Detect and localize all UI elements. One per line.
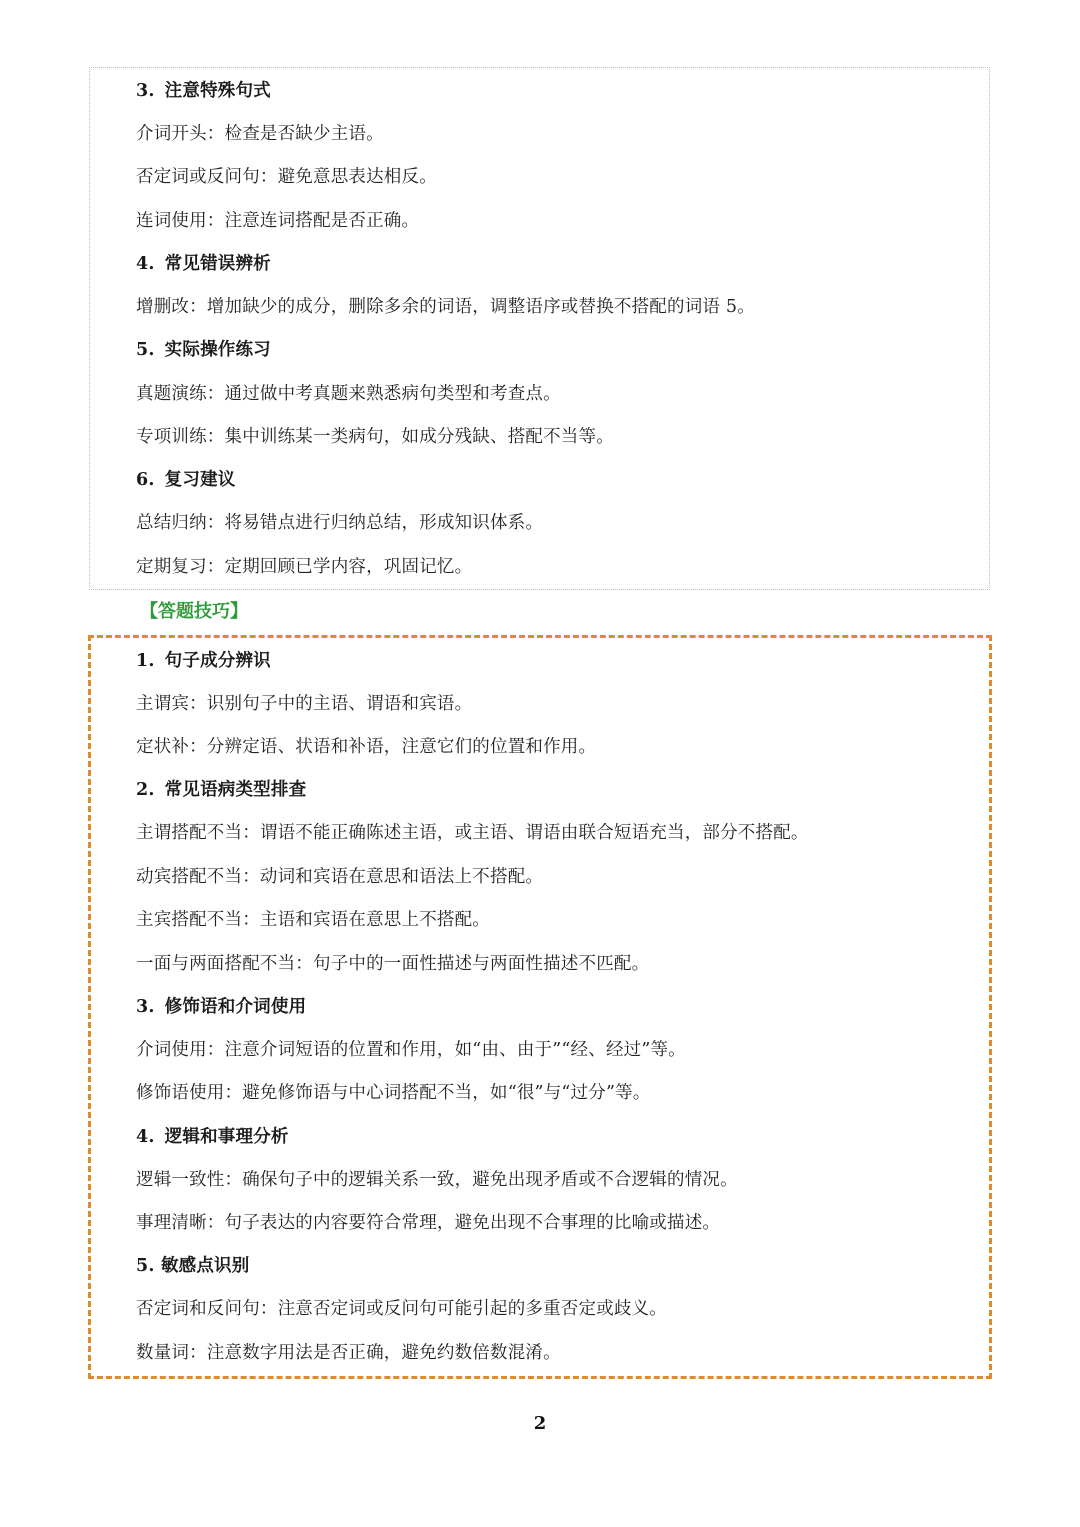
list-item: 介词开头：检查是否缺少主语。 (136, 124, 384, 144)
section-title: 逻辑和事理分析 (164, 1127, 289, 1147)
section-heading-special-sentences (136, 79, 271, 103)
section-heading-sentence-components (136, 649, 271, 673)
section-heading-sensitive-points: 5. 敏感点识别 (136, 1256, 250, 1276)
section-title: 常见语病类型排查 (164, 780, 307, 800)
list-item: 否定词和反问句：注意否定词或反问句可能引起的多重否定或歧义。 (136, 1299, 667, 1319)
list-item: 一面与两面搭配不当：句子中的一面性描述与两面性描述不匹配。 (136, 954, 650, 974)
list-item: 否定词或反问句：避免意思表达相反。 (136, 167, 437, 187)
list-item: 动宾搭配不当：动词和宾语在意思和语法上不搭配。 (136, 867, 544, 887)
list-item: 主宾搭配不当：主语和宾语在意思上不搭配。 (136, 910, 490, 930)
section-heading-review-advice (136, 468, 235, 492)
page-number: 2 (533, 1413, 547, 1434)
section-number: 4. (136, 254, 155, 274)
section-title: 实际操作练习 (164, 340, 271, 360)
answer-tips-label: 【答题技巧】 (140, 601, 248, 622)
list-item: 主谓搭配不当：谓语不能正确陈述主语，或主语、谓语由联合短语充当，部分不搭配。 (136, 823, 809, 843)
section-number: 4. (136, 1127, 155, 1147)
section-number: 2. (136, 780, 155, 800)
list-item: 真题演练：通过做中考真题来熟悉病句类型和考查点。 (136, 384, 561, 404)
section-title: 常见错误辨析 (164, 254, 271, 274)
section-number: 6. (136, 470, 155, 490)
list-item: 增删改：增加缺少的成分，删除多余的词语，调整语序或替换不搭配的词语 5。 (136, 297, 755, 317)
list-item: 事理清晰：句子表达的内容要符合常理，避免出现不合事理的比喻或描述。 (136, 1213, 721, 1233)
section-heading-error-types (136, 778, 306, 802)
section-number: 3. (136, 997, 155, 1017)
section-heading-logic-analysis (136, 1125, 289, 1149)
section-title: 句子成分辨识 (164, 651, 271, 671)
list-item: 定状补：分辨定语、状语和补语，注意它们的位置和作用。 (136, 737, 597, 757)
section-heading-common-errors (136, 252, 271, 276)
list-item: 数量词：注意数字用法是否正确，避免约数倍数混淆。 (136, 1343, 561, 1363)
section-heading-practice (136, 338, 271, 362)
list-item: 修饰语使用：避免修饰语与中心词搭配不当，如“很”与“过分”等。 (136, 1083, 651, 1103)
section-number: 5. (136, 340, 155, 360)
section-title: 复习建议 (164, 470, 236, 490)
section-title: 修饰语和介词使用 (164, 997, 307, 1017)
section-number: 1. (136, 651, 155, 671)
list-item: 主谓宾：识别句子中的主语、谓语和宾语。 (136, 694, 473, 714)
list-item: 连词使用：注意连词搭配是否正确。 (136, 211, 420, 231)
section-heading-modifiers-prepositions (136, 995, 306, 1019)
list-item: 总结归纳：将易错点进行归纳总结，形成知识体系。 (136, 513, 544, 533)
list-item: 逻辑一致性：确保句子中的逻辑关系一致，避免出现矛盾或不合逻辑的情况。 (136, 1170, 738, 1190)
list-item: 专项训练：集中训练某一类病句，如成分残缺、搭配不当等。 (136, 427, 614, 447)
section-title: 注意特殊句式 (164, 81, 271, 101)
list-item: 定期复习：定期回顾已学内容，巩固记忆。 (136, 557, 473, 577)
section-number: 3. (136, 81, 155, 101)
list-item: 介词使用：注意介词短语的位置和作用，如“由、由于”“经、经过”等。 (136, 1040, 686, 1060)
